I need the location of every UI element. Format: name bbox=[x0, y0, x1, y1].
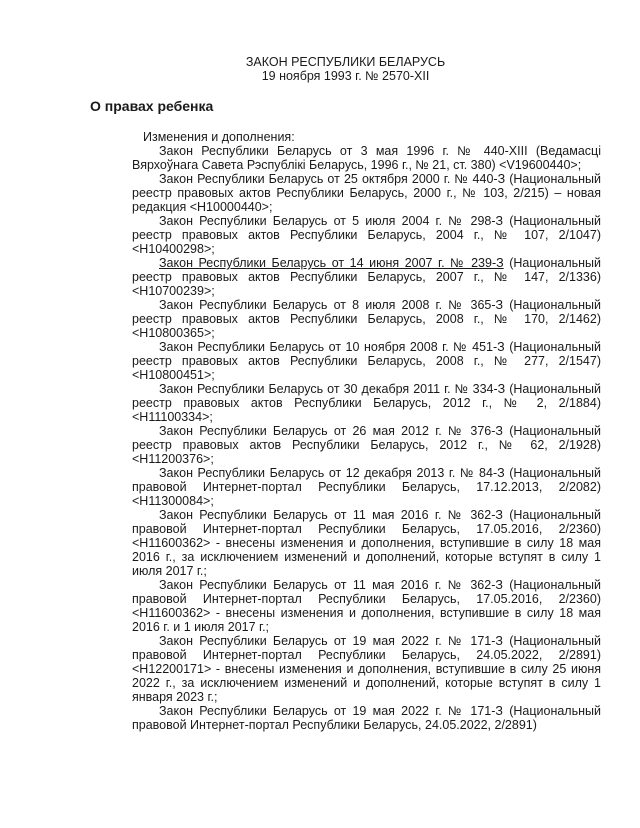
document-heading: О правах ребенка bbox=[90, 98, 214, 114]
amendment-paragraph: Закон Республики Беларусь от 10 ноября 2008 г. № 451-З (Национальный реестр правовых актов Республики Беларусь, 2008 г., № 277, 2/1547) <H10800451>; bbox=[132, 340, 601, 382]
document-title-block bbox=[90, 55, 601, 83]
amendment-paragraph: Закон Республики Беларусь от 5 июля 2004 г. № 298-З (Национальный реестр правовых актов Республики Беларусь, 2004 г., № 107, 2/1047) <H10400298>; bbox=[132, 214, 601, 256]
amendment-paragraph: Закон Республики Беларусь от 19 мая 2022 г. № 171-З (Национальный правовой Интернет-портал Республики Беларусь, 24.05.2022, 2/2891) <H12200171> - внесены изменения и дополнения, вступившие в силу 25 июня 2022 г., за исключением изменений и дополнений, которые вступят в силу 1 января 2023 г.; bbox=[132, 634, 601, 704]
amendments-list bbox=[132, 144, 601, 732]
amendment-paragraph: Закон Республики Беларусь от 19 мая 2022 г. № 171-З (Национальный правовой Интернет-портал Республики Беларусь, 24.05.2022, 2/2891) bbox=[132, 704, 601, 732]
amendments-intro: Изменения и дополнения: bbox=[143, 130, 295, 144]
amendment-paragraph: Закон Республики Беларусь от 30 декабря 2011 г. № 334-З (Национальный реестр правовых актов Республики Беларусь, 2012 г., № 2, 2/1884) <H11100334>; bbox=[132, 382, 601, 424]
amendment-paragraph: Закон Республики Беларусь от 3 мая 1996 г. № 440-XIII (Ведамасці Вярхоўнага Савета Рэспублікі Беларусь, 1996 г., № 21, ст. 380) <V19600440>; bbox=[132, 144, 601, 172]
amendment-link[interactable]: Закон Республики Беларусь от 14 июня 2007 г. № 239-З bbox=[159, 256, 504, 270]
amendment-paragraph: Закон Республики Беларусь от 11 мая 2016 г. № 362-З (Национальный правовой Интернет-портал Республики Беларусь, 17.05.2016, 2/2360) <H11600362> - внесены изменения и дополнения, вступившие в силу 18 мая 2016 г. и 1 июля 2017 г.; bbox=[132, 578, 601, 634]
amendment-paragraph: Закон Республики Беларусь от 26 мая 2012 г. № 376-З (Национальный реестр правовых актов Республики Беларусь, 2012 г., № 62, 2/1928) <H11200376>; bbox=[132, 424, 601, 466]
amendments-block bbox=[132, 130, 601, 732]
amendment-paragraph: Закон Республики Беларусь от 14 июня 2007 г. № 239-З (Национальный реестр правовых актов Республики Беларусь, 2007 г., № 147, 2/1336) <H10700239>; bbox=[132, 256, 601, 298]
amendment-paragraph: Закон Республики Беларусь от 11 мая 2016 г. № 362-З (Национальный правовой Интернет-портал Республики Беларусь, 17.05.2016, 2/2360) <H11600362> - внесены изменения и дополнения, вступившие в силу 18 мая 2016 г., за исключением изменений и дополнений, которые вступят в силу 1 июля 2017 г.; bbox=[132, 508, 601, 578]
amendment-paragraph: Закон Республики Беларусь от 25 октября 2000 г. № 440-З (Национальный реестр правовых актов Республики Беларусь, 2000 г., № 103, 2/215) – новая редакция <H10000440>; bbox=[132, 172, 601, 214]
amendment-paragraph: Закон Республики Беларусь от 8 июля 2008 г. № 365-З (Национальный реестр правовых актов Республики Беларусь, 2008 г., № 170, 2/1462) <H10800365>; bbox=[132, 298, 601, 340]
document-date-number: 19 ноября 1993 г. № 2570-XII bbox=[261, 69, 430, 83]
amendment-paragraph: Закон Республики Беларусь от 12 декабря 2013 г. № 84-З (Национальный правовой Интернет-портал Республики Беларусь, 17.12.2013, 2/2082) <H11300084>; bbox=[132, 466, 601, 508]
document-content bbox=[90, 55, 601, 732]
document-title: ЗАКОН РЕСПУБЛИКИ БЕЛАРУСЬ bbox=[245, 55, 446, 69]
